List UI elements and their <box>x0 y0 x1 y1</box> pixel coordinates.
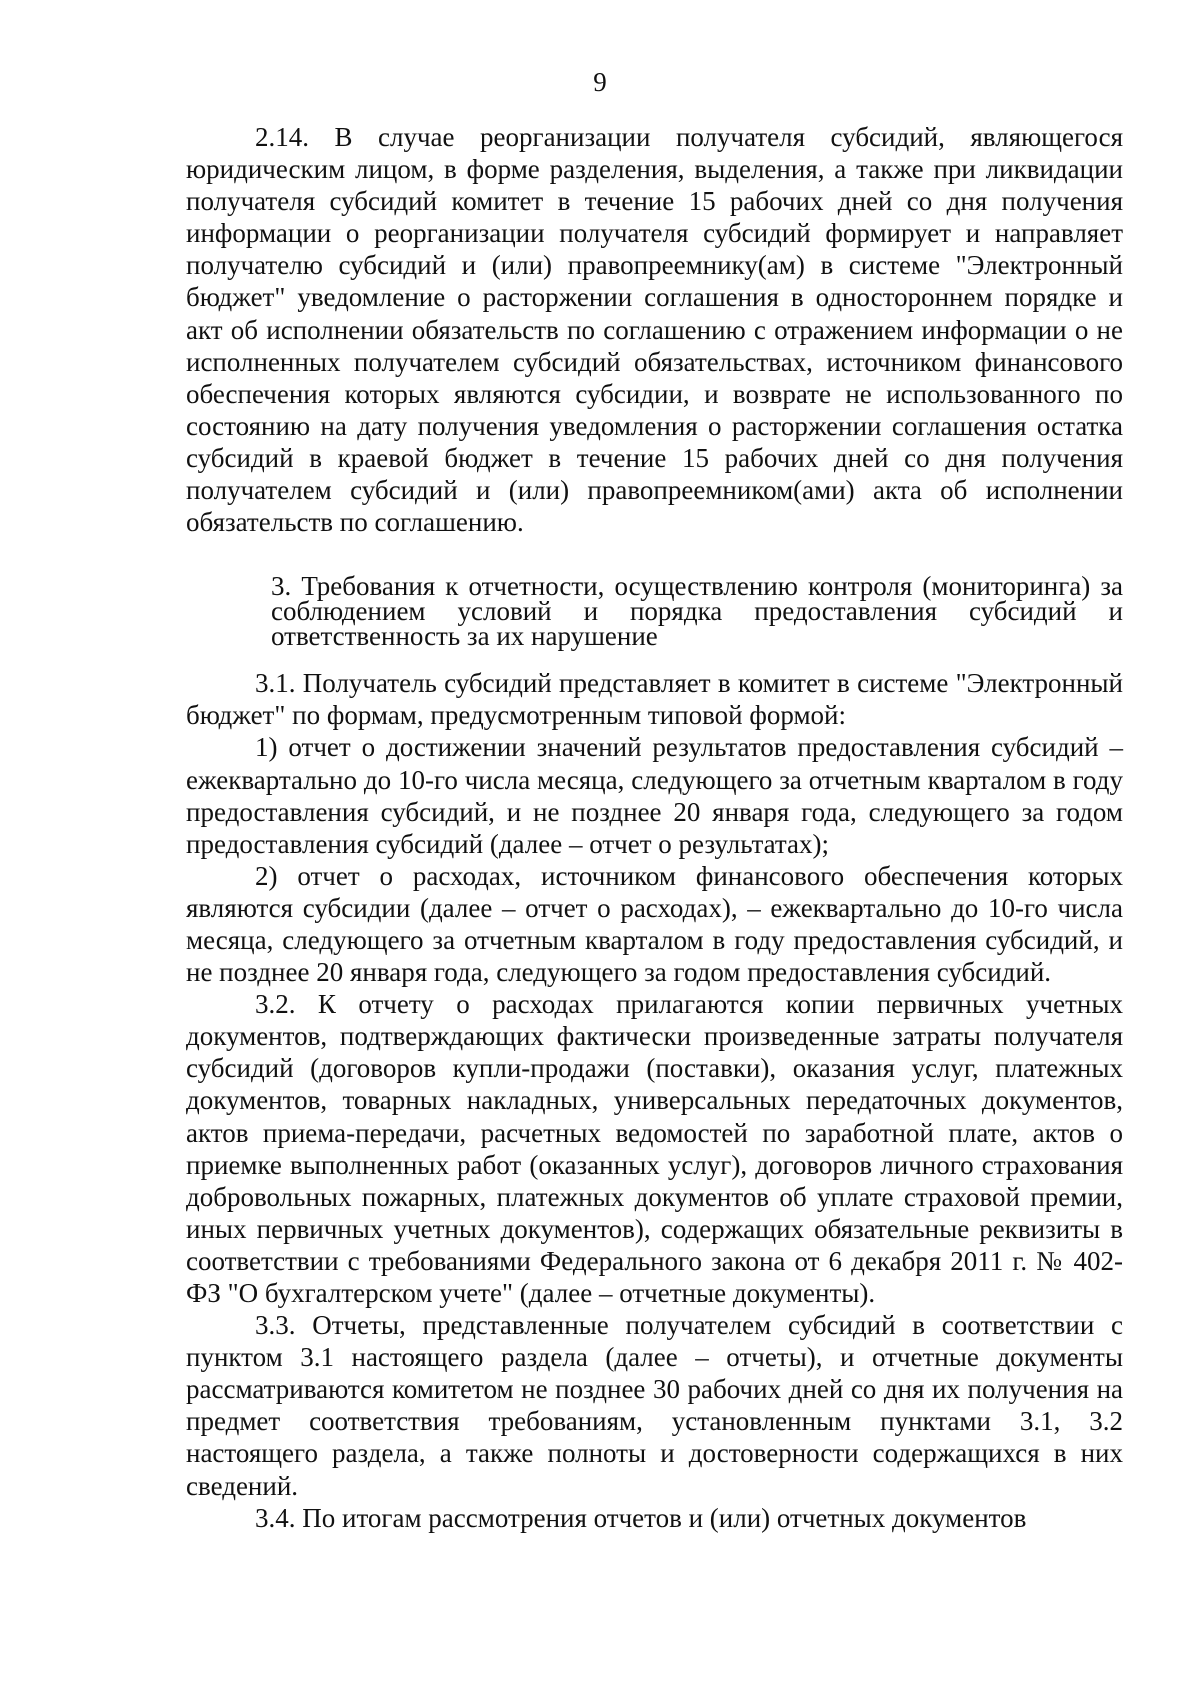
paragraph-3-2: 3.2. К отчету о расходах прилагаются копии первичных учетных документов, подтверждающих фактически произведенные затраты получателя субсидий (договоров купли-продажи (поставки), оказания услуг, платежных документов, товарных накладных, универсальных передаточных документов, актов приема-передачи, расчетных ведомостей по заработной плате, актов о приемке выполненных работ (оказанных услуг), договоров личного страхования добровольных пожарных, платежных документов об уплате страховой премии, иных первичных учетных документов), содержащих обязательные реквизиты в соответствии с требованиями Федерального закона от 6 декабря 2011 г. № 402-ФЗ "О бухгалтерском учете" (далее – отчетные документы). <box>186 989 1123 1308</box>
paragraph-3-4: 3.4. По итогам рассмотрения отчетов и (или) отчетных документов <box>255 1502 1027 1533</box>
section-3-heading: 3. Требования к отчетности, осуществлению контроля (мониторинга) за соблюдением условий и порядка предоставления субсидий и ответственность за их нарушение <box>271 571 1123 652</box>
paragraph-3-1-item-1: 1) отчет о достижении значений результатов предоставления субсидий – ежеквартально до 10-го числа месяца, следующего за отчетным кварталом в году предоставления субсидий, и не позднее 20 января года, следующего за годом предоставления субсидий (далее – отчет о результатах); <box>186 732 1123 859</box>
paragraph-2-14: 2.14. В случае реорганизации получателя субсидий, являющегося юридическим лицом, в форме разделения, выделения, а также при ликвидации получателя субсидий комитет в течение 15 рабочих дней со дня получения информации о реорганизации получателя субсидий формирует и направляет получателю субсидий и (или) правопреемнику(ам) в системе "Электронный бюджет" уведомление о расторжении соглашения в одностороннем порядке и акт об исполнении обязательств по соглашению с отражением информации о не исполненных получателем субсидий обязательствах, источником финансового обеспечения которых являются субсидии, и возврате не использованного по состоянию на дату получения уведомления о расторжении соглашения остатка субсидий в краевой бюджет в течение 15 рабочих дней со дня получения получателем субсидий и (или) правопреемником(ами) акта об исполнении обязательств по соглашению. <box>186 122 1123 538</box>
paragraph-3-3: 3.3. Отчеты, представленные получателем субсидий в соответствии с пунктом 3.1 настоящего раздела (далее – отчеты), и отчетные документы рассматриваются комитетом не позднее 30 рабочих дней со дня их получения на предмет соответствия требованиям, установленным пунктами 3.1, 3.2 настоящего раздела, а также полноты и достоверности содержащихся в них сведений. <box>186 1310 1123 1501</box>
document-body <box>186 121 1123 1534</box>
paragraph-3-1-item-2: 2) отчет о расходах, источником финансового обеспечения которых являются субсидии (далее – отчет о расходах), – ежеквартально до 10-го числа месяца, следующего за отчетным кварталом в году предоставления субсидий, и не позднее 20 января года, следующего за годом предоставления субсидий. <box>186 860 1123 988</box>
page-number: 9 <box>593 67 607 97</box>
paragraph-3-1: 3.1. Получатель субсидий представляет в комитет в системе "Электронный бюджет" по формам, предусмотренным типовой формой: <box>186 668 1123 731</box>
